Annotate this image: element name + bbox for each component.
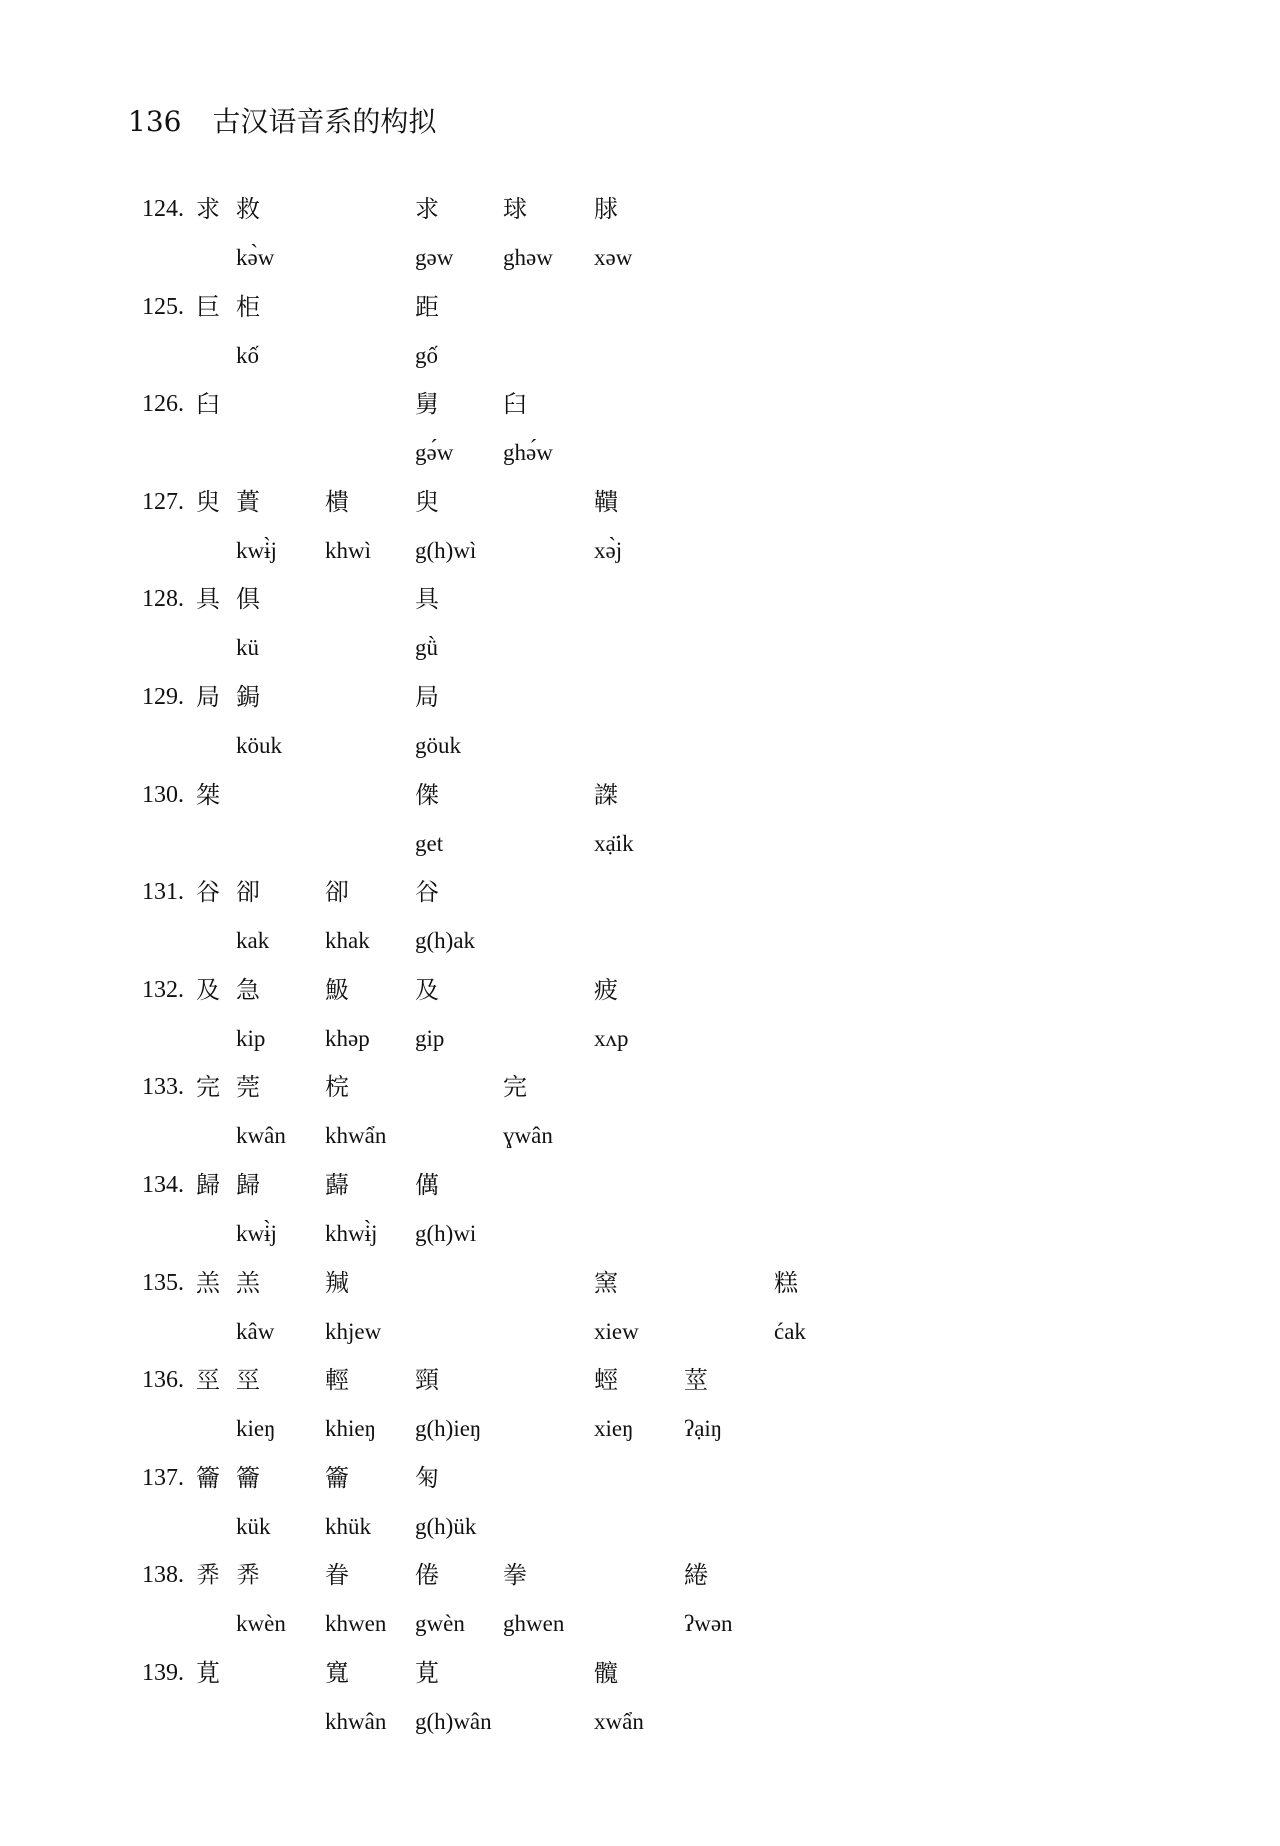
phonetic-series-key: 及 bbox=[196, 976, 220, 1004]
page-title: 古汉语音系的构拟 bbox=[212, 105, 437, 138]
character-cell: 頸 bbox=[415, 1366, 439, 1394]
entry-reading-row bbox=[0, 1606, 1280, 1646]
entry-character-row bbox=[0, 1265, 1280, 1305]
character-cell: 完 bbox=[503, 1073, 527, 1101]
reconstruction-cell: kố bbox=[236, 343, 259, 368]
character-cell: 倦 bbox=[415, 1561, 439, 1589]
character-cell: 莖 bbox=[684, 1366, 708, 1394]
entry-reading-row bbox=[0, 1314, 1280, 1354]
reconstruction-cell: ʔạiŋ bbox=[684, 1416, 723, 1441]
entry-number: 129. bbox=[142, 684, 184, 710]
reconstruction-cell: khjew bbox=[325, 1319, 382, 1344]
phonetic-series-key: 羔 bbox=[196, 1269, 220, 1297]
entry-reading-row bbox=[0, 1021, 1280, 1061]
reconstruction-cell: xwẩn bbox=[594, 1709, 644, 1734]
reconstruction-cell: khwen bbox=[325, 1611, 387, 1636]
character-cell: 傑 bbox=[415, 781, 439, 809]
phonetic-series-key: 莧 bbox=[196, 1659, 220, 1687]
phonetic-series-key: 求 bbox=[196, 195, 220, 223]
character-cell: 羔 bbox=[236, 1269, 260, 1297]
character-cell: 具 bbox=[415, 585, 439, 613]
entry-number: 127. bbox=[142, 489, 184, 515]
reconstruction-cell: göuk bbox=[415, 733, 461, 758]
character-cell: 卻 bbox=[325, 878, 349, 906]
character-cell: 窯 bbox=[594, 1269, 618, 1297]
reconstruction-cell: kieŋ bbox=[236, 1416, 276, 1441]
reconstruction-cell: kâw bbox=[236, 1319, 275, 1344]
entry-reading-row bbox=[0, 630, 1280, 670]
entry-reading-row bbox=[0, 1704, 1280, 1744]
phonetic-series-key: 完 bbox=[196, 1073, 220, 1101]
entry-reading-row bbox=[0, 826, 1280, 866]
entry-character-row bbox=[0, 1362, 1280, 1402]
character-cell: 籥 bbox=[325, 1464, 349, 1492]
reconstruction-cell: kak bbox=[236, 928, 270, 953]
page-number: 136 bbox=[128, 105, 182, 138]
phonetic-series-key: 局 bbox=[196, 683, 220, 711]
character-cell: 谷 bbox=[415, 878, 439, 906]
reconstruction-cell: xə̀j bbox=[594, 538, 623, 563]
entry-character-row bbox=[0, 289, 1280, 329]
reconstruction-cell: gəw bbox=[415, 245, 454, 270]
character-cell: 匊 bbox=[415, 1464, 439, 1492]
entry-reading-row bbox=[0, 533, 1280, 573]
reconstruction-cell: khwẩn bbox=[325, 1123, 387, 1148]
reconstruction-cell: gố bbox=[415, 343, 438, 368]
reconstruction-cell: köuk bbox=[236, 733, 282, 758]
character-cell: 舅 bbox=[415, 390, 439, 418]
reconstruction-cell: gwèn bbox=[415, 1611, 465, 1636]
reconstruction-cell: g(h)ak bbox=[415, 928, 476, 953]
character-cell: 羬 bbox=[325, 1269, 349, 1297]
character-cell: 急 bbox=[236, 976, 260, 1004]
phonetic-series-key: 臼 bbox=[196, 390, 220, 418]
character-cell: 綣 bbox=[684, 1561, 708, 1589]
entry-number: 136. bbox=[142, 1367, 184, 1393]
entry-character-row bbox=[0, 191, 1280, 231]
phonetic-series-key: 籥 bbox=[196, 1464, 220, 1492]
reconstruction-cell: kük bbox=[236, 1514, 271, 1539]
entry-character-row bbox=[0, 581, 1280, 621]
reconstruction-cell: gǜ bbox=[415, 635, 438, 660]
character-cell: 臼 bbox=[503, 390, 527, 418]
character-cell: 謋 bbox=[594, 781, 618, 809]
entry-character-row bbox=[0, 1460, 1280, 1500]
character-cell: 蘬 bbox=[325, 1171, 349, 1199]
reconstruction-cell: khieŋ bbox=[325, 1416, 376, 1441]
entry-number: 128. bbox=[142, 586, 184, 612]
entry-reading-row bbox=[0, 1509, 1280, 1549]
reconstruction-cell: g(h)ük bbox=[415, 1514, 477, 1539]
entry-character-row bbox=[0, 777, 1280, 817]
entry-reading-row bbox=[0, 338, 1280, 378]
reconstruction-cell: xiew bbox=[594, 1319, 639, 1344]
entry-character-row bbox=[0, 1557, 1280, 1597]
reconstruction-cell: kip bbox=[236, 1026, 266, 1051]
phonetic-series-key: 谷 bbox=[196, 878, 220, 906]
phonetic-series-key: 巠 bbox=[196, 1366, 220, 1394]
entry-character-row bbox=[0, 874, 1280, 914]
character-cell: 輕 bbox=[325, 1366, 349, 1394]
character-cell: 㒖 bbox=[415, 1171, 439, 1199]
reconstruction-cell: kwèn bbox=[236, 1611, 286, 1636]
reconstruction-cell: ghwen bbox=[503, 1611, 565, 1636]
character-cell: 救 bbox=[236, 195, 260, 223]
reconstruction-cell: kü bbox=[236, 635, 259, 660]
reconstruction-cell: xạ̈ik bbox=[594, 831, 634, 856]
phonetic-series-key: 巨 bbox=[196, 293, 220, 321]
reconstruction-cell: khwân bbox=[325, 1709, 387, 1734]
reconstruction-cell: khəp bbox=[325, 1026, 370, 1051]
character-cell: 柜 bbox=[236, 293, 260, 321]
reconstruction-cell: gip bbox=[415, 1026, 445, 1051]
reconstruction-cell: ćak bbox=[774, 1319, 806, 1344]
character-cell: 蕢 bbox=[236, 488, 260, 516]
character-cell: 拳 bbox=[503, 1561, 527, 1589]
entry-character-row bbox=[0, 972, 1280, 1012]
reconstruction-cell: kwân bbox=[236, 1123, 286, 1148]
entry-reading-row bbox=[0, 923, 1280, 963]
reconstruction-cell: khwì bbox=[325, 538, 371, 563]
character-cell: 臾 bbox=[415, 488, 439, 516]
reconstruction-cell: g(h)wi bbox=[415, 1221, 477, 1246]
entry-number: 139. bbox=[142, 1660, 184, 1686]
reconstruction-cell: xʌp bbox=[594, 1026, 629, 1051]
phonetic-series-key: 臾 bbox=[196, 488, 220, 516]
character-cell: 鞼 bbox=[594, 488, 618, 516]
phonetic-series-key: 桀 bbox=[196, 781, 220, 809]
reconstruction-cell: kwɨ̀j bbox=[236, 1221, 277, 1246]
reconstruction-cell: g(h)wì bbox=[415, 538, 477, 563]
reconstruction-cell: khak bbox=[325, 928, 370, 953]
reconstruction-cell: ʔwən bbox=[684, 1611, 733, 1636]
entry-number: 131. bbox=[142, 879, 184, 905]
reconstruction-cell: g(h)ieŋ bbox=[415, 1416, 482, 1441]
phonetic-series-key: 歸 bbox=[196, 1171, 220, 1199]
entry-number: 130. bbox=[142, 782, 184, 808]
character-cell: 卻 bbox=[236, 878, 260, 906]
entry-number: 137. bbox=[142, 1465, 184, 1491]
entry-number: 133. bbox=[142, 1074, 184, 1100]
character-cell: 莞 bbox=[236, 1073, 260, 1101]
reconstruction-cell: ghəw bbox=[503, 245, 553, 270]
entry-number: 126. bbox=[142, 391, 184, 417]
reconstruction-cell: xieŋ bbox=[594, 1416, 634, 1441]
character-cell: 巠 bbox=[236, 1366, 260, 1394]
reconstruction-cell: g(h)wân bbox=[415, 1709, 492, 1734]
character-cell: 歸 bbox=[236, 1171, 260, 1199]
entry-character-row bbox=[0, 679, 1280, 719]
character-cell: 蛵 bbox=[594, 1366, 618, 1394]
entry-reading-row bbox=[0, 1216, 1280, 1256]
character-cell: 局 bbox=[415, 683, 439, 711]
character-cell: 𢍏 bbox=[236, 1561, 260, 1589]
character-cell: 距 bbox=[415, 293, 439, 321]
character-cell: 魥 bbox=[325, 976, 349, 1004]
entry-number: 132. bbox=[142, 977, 184, 1003]
reconstruction-cell: ghə́w bbox=[503, 440, 553, 465]
character-cell: 求 bbox=[415, 195, 439, 223]
entry-number: 124. bbox=[142, 196, 184, 222]
reconstruction-cell: xəw bbox=[594, 245, 633, 270]
reconstruction-cell: kə̀w bbox=[236, 245, 275, 270]
entry-reading-row bbox=[0, 435, 1280, 475]
character-cell: 眷 bbox=[325, 1561, 349, 1589]
entry-number: 138. bbox=[142, 1562, 184, 1588]
entry-character-row bbox=[0, 386, 1280, 426]
entry-reading-row bbox=[0, 1411, 1280, 1451]
entry-character-row bbox=[0, 1167, 1280, 1207]
entry-reading-row bbox=[0, 1118, 1280, 1158]
character-cell: 俱 bbox=[236, 585, 260, 613]
character-cell: 莧 bbox=[415, 1659, 439, 1687]
reconstruction-cell: kwɨ̀j bbox=[236, 538, 277, 563]
character-cell: 鋦 bbox=[236, 683, 260, 711]
reconstruction-cell: gə́w bbox=[415, 440, 454, 465]
character-cell: 寬 bbox=[325, 1659, 349, 1687]
entry-number: 134. bbox=[142, 1172, 184, 1198]
entry-character-row bbox=[0, 484, 1280, 524]
entry-reading-row bbox=[0, 240, 1280, 280]
character-cell: 籥 bbox=[236, 1464, 260, 1492]
reconstruction-cell: ɣwân bbox=[503, 1123, 553, 1148]
entry-character-row bbox=[0, 1069, 1280, 1109]
reconstruction-cell: khük bbox=[325, 1514, 371, 1539]
character-cell: 球 bbox=[503, 195, 527, 223]
entry-number: 125. bbox=[142, 294, 184, 320]
phonetic-series-key: 具 bbox=[196, 585, 220, 613]
character-cell: 糕 bbox=[774, 1269, 798, 1297]
character-cell: 脙 bbox=[594, 195, 618, 223]
entry-reading-row bbox=[0, 728, 1280, 768]
entry-number: 135. bbox=[142, 1270, 184, 1296]
entry-character-row bbox=[0, 1655, 1280, 1695]
character-cell: 髖 bbox=[594, 1659, 618, 1687]
phonetic-series-key: 𢍏 bbox=[196, 1561, 220, 1589]
reconstruction-cell: get bbox=[415, 831, 444, 856]
character-cell: 梡 bbox=[325, 1073, 349, 1101]
character-cell: 及 bbox=[415, 976, 439, 1004]
reconstruction-cell: khwɨ̀j bbox=[325, 1221, 378, 1246]
character-cell: 樻 bbox=[325, 488, 349, 516]
character-cell: 疲 bbox=[594, 976, 618, 1004]
